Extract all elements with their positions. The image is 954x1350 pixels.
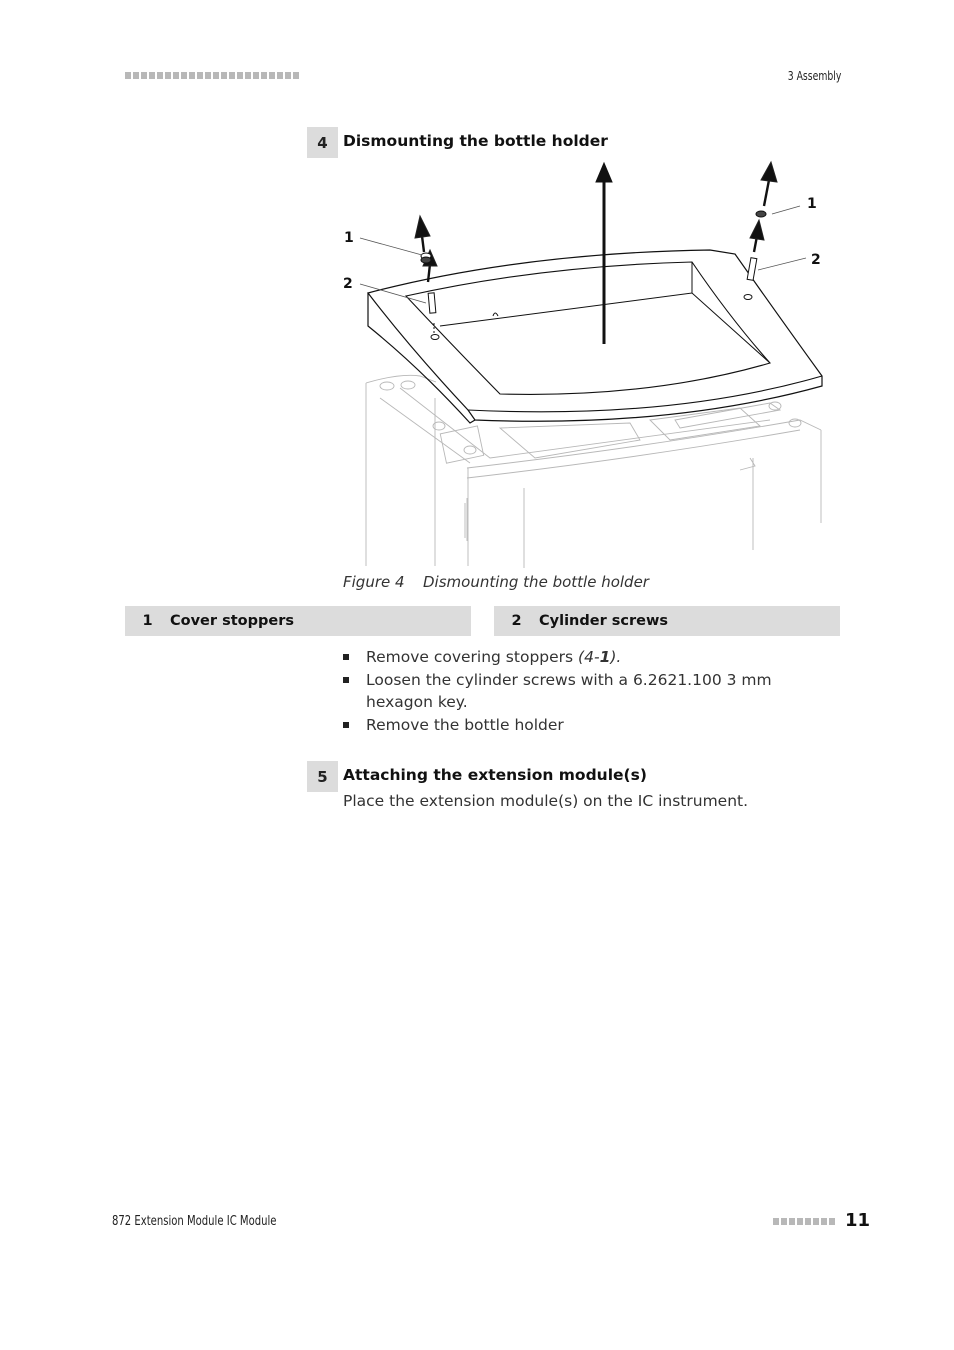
figure-bottle-holder <box>340 158 830 570</box>
legend-item-cylinder-screws <box>494 606 840 636</box>
bullet-text-loosen-screws: Loosen the cylinder screws with a 6.2621.100 3 mm hexagon key. <box>366 670 772 711</box>
figure-caption <box>343 573 649 591</box>
footer-decoration <box>773 1218 835 1225</box>
legend-number: 1 <box>142 613 153 629</box>
bullet-square <box>343 677 349 683</box>
figure-caption-text: Dismounting the bottle holder <box>423 573 649 591</box>
legend-label: Cylinder screws <box>539 613 669 629</box>
list-item <box>343 669 823 714</box>
step-number-5: 5 <box>307 761 338 792</box>
header-decoration <box>125 72 299 80</box>
page-number: 11 <box>845 1210 871 1231</box>
callout-2-right: 2 <box>811 252 821 268</box>
bullet-square <box>343 654 349 660</box>
legend-item-cover-stoppers <box>125 606 471 636</box>
list-item <box>343 646 823 669</box>
step-number-4: 4 <box>307 127 338 158</box>
legend-label: Cover stoppers <box>170 613 294 629</box>
instruction-list <box>343 646 823 736</box>
header-section: 3 Assembly <box>787 69 841 83</box>
callout-2-left: 2 <box>343 276 353 292</box>
list-item <box>343 714 823 737</box>
callout-1-left: 1 <box>344 230 354 246</box>
bullet-text-remove-holder: Remove the bottle holder <box>366 715 564 734</box>
step-title-attaching: Attaching the extension module(s) <box>343 766 647 784</box>
bullet-square <box>343 722 349 728</box>
step-title-dismounting: Dismounting the bottle holder <box>343 132 608 150</box>
figure-caption-label: Figure 4 <box>343 573 405 591</box>
bullet-text-remove-stoppers: Remove covering stoppers <box>366 648 579 666</box>
legend-number: 2 <box>511 613 522 629</box>
callout-1-right: 1 <box>807 196 817 212</box>
bottle-holder-illustration <box>340 158 830 570</box>
step5-paragraph: Place the extension module(s) on the IC instrument. <box>343 792 749 810</box>
footer-document-title: 872 Extension Module IC Module <box>112 1214 277 1229</box>
figure-reference[interactable]: (4-1). <box>578 648 622 666</box>
